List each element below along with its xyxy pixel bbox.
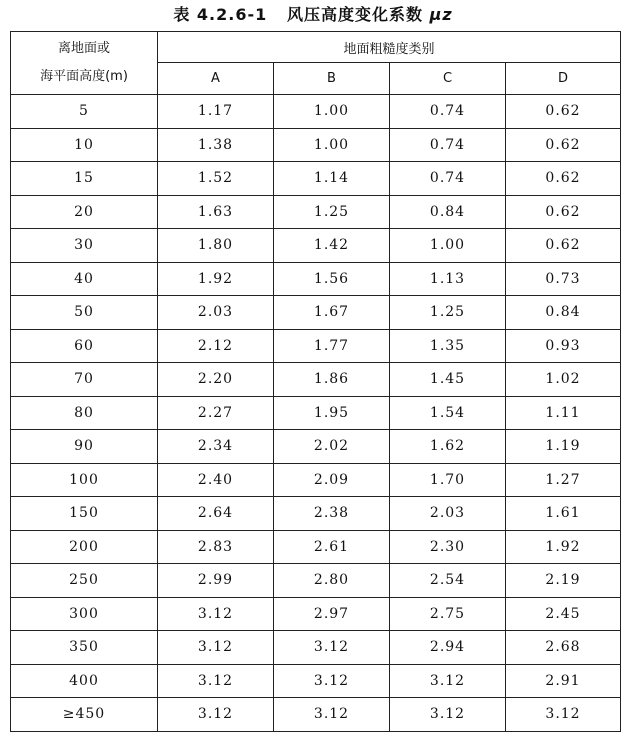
- coefficient-cell: 0.62: [506, 95, 621, 129]
- coefficient-cell: 1.17: [158, 95, 274, 129]
- coefficient-cell: 0.62: [506, 195, 621, 229]
- table-row: [11, 497, 621, 531]
- coefficient-symbol: μz: [429, 5, 453, 24]
- coefficient-cell: 1.80: [158, 229, 274, 263]
- coefficient-cell: 0.93: [506, 329, 621, 363]
- roughness-column-header: C: [390, 63, 506, 95]
- table-row: [11, 329, 621, 363]
- table-row: [11, 597, 621, 631]
- coefficient-cell: 2.80: [274, 564, 390, 598]
- coefficient-cell: 3.12: [274, 698, 390, 732]
- coefficient-cell: 1.02: [506, 363, 621, 397]
- coefficient-cell: 2.20: [158, 363, 274, 397]
- height-header-line1: 离地面或: [57, 41, 110, 56]
- coefficient-cell: 2.38: [274, 497, 390, 531]
- coefficient-cell: 2.64: [158, 497, 274, 531]
- coefficient-cell: 1.62: [390, 430, 506, 464]
- height-cell: 20: [11, 195, 158, 229]
- roughness-column-header: D: [506, 63, 621, 95]
- coefficient-cell: 0.73: [506, 262, 621, 296]
- coefficient-cell: 0.74: [390, 128, 506, 162]
- table-row: [11, 463, 621, 497]
- coefficient-cell: 1.27: [506, 463, 621, 497]
- coefficient-cell: 2.54: [390, 564, 506, 598]
- height-cell: 5: [11, 95, 158, 129]
- table-row: [11, 564, 621, 598]
- table-row: [11, 95, 621, 129]
- wind-pressure-height-coefficient-table: [10, 31, 621, 732]
- table-row: [11, 195, 621, 229]
- coefficient-cell: 2.27: [158, 396, 274, 430]
- coefficient-cell: 1.70: [390, 463, 506, 497]
- coefficient-cell: 1.92: [506, 530, 621, 564]
- height-cell: 350: [11, 631, 158, 665]
- coefficient-cell: 1.25: [390, 296, 506, 330]
- table-row: [11, 631, 621, 665]
- coefficient-cell: 2.03: [390, 497, 506, 531]
- height-cell: 400: [11, 664, 158, 698]
- roughness-group-header: 地面粗糙度类别: [158, 32, 621, 63]
- table-title: [0, 5, 626, 25]
- coefficient-cell: 0.62: [506, 162, 621, 196]
- coefficient-cell: 1.77: [274, 329, 390, 363]
- height-cell: 90: [11, 430, 158, 464]
- coefficient-cell: 3.12: [390, 664, 506, 698]
- coefficient-cell: 3.12: [506, 698, 621, 732]
- coefficient-cell: 2.75: [390, 597, 506, 631]
- coefficient-cell: 2.83: [158, 530, 274, 564]
- coefficient-cell: 2.30: [390, 530, 506, 564]
- coefficient-cell: 1.86: [274, 363, 390, 397]
- coefficient-cell: 2.94: [390, 631, 506, 665]
- height-header-line2: 海平面高度(m): [40, 69, 128, 84]
- coefficient-cell: 2.19: [506, 564, 621, 598]
- height-cell: 80: [11, 396, 158, 430]
- table-row: [11, 128, 621, 162]
- coefficient-cell: 2.09: [274, 463, 390, 497]
- table-body: [11, 95, 621, 732]
- coefficient-cell: 3.12: [274, 664, 390, 698]
- height-cell: 200: [11, 530, 158, 564]
- height-cell: 70: [11, 363, 158, 397]
- coefficient-cell: 1.19: [506, 430, 621, 464]
- table-row: [11, 698, 621, 732]
- table-row: [11, 296, 621, 330]
- coefficient-cell: 2.68: [506, 631, 621, 665]
- coefficient-cell: 0.62: [506, 229, 621, 263]
- coefficient-cell: 1.11: [506, 396, 621, 430]
- coefficient-cell: 2.12: [158, 329, 274, 363]
- coefficient-cell: 1.00: [390, 229, 506, 263]
- coefficient-cell: 3.12: [158, 597, 274, 631]
- height-cell: 50: [11, 296, 158, 330]
- coefficient-cell: 0.74: [390, 162, 506, 196]
- height-cell: 10: [11, 128, 158, 162]
- coefficient-cell: 1.14: [274, 162, 390, 196]
- table-row: [11, 363, 621, 397]
- coefficient-cell: 2.91: [506, 664, 621, 698]
- table-row: [11, 262, 621, 296]
- coefficient-cell: 2.03: [158, 296, 274, 330]
- height-cell: 15: [11, 162, 158, 196]
- coefficient-cell: 2.61: [274, 530, 390, 564]
- height-cell: 250: [11, 564, 158, 598]
- coefficient-cell: 1.52: [158, 162, 274, 196]
- roughness-column-header: B: [274, 63, 390, 95]
- coefficient-cell: 1.45: [390, 363, 506, 397]
- coefficient-cell: 2.34: [158, 430, 274, 464]
- height-cell: 30: [11, 229, 158, 263]
- coefficient-cell: 0.84: [390, 195, 506, 229]
- coefficient-cell: 2.40: [158, 463, 274, 497]
- coefficient-cell: 2.99: [158, 564, 274, 598]
- table-row: [11, 530, 621, 564]
- coefficient-cell: 0.74: [390, 95, 506, 129]
- height-cell: ≥450: [11, 698, 158, 732]
- table-caption: 风压高度变化系数: [286, 5, 423, 24]
- height-cell: 300: [11, 597, 158, 631]
- coefficient-cell: 1.35: [390, 329, 506, 363]
- coefficient-cell: 2.02: [274, 430, 390, 464]
- coefficient-cell: 3.12: [390, 698, 506, 732]
- coefficient-cell: 3.12: [158, 698, 274, 732]
- coefficient-cell: 3.12: [158, 631, 274, 665]
- height-cell: 60: [11, 329, 158, 363]
- table-row: [11, 162, 621, 196]
- coefficient-cell: 1.00: [274, 95, 390, 129]
- table-row: [11, 396, 621, 430]
- coefficient-cell: 1.63: [158, 195, 274, 229]
- coefficient-cell: 2.45: [506, 597, 621, 631]
- coefficient-cell: 1.13: [390, 262, 506, 296]
- table-row: [11, 229, 621, 263]
- roughness-column-header: A: [158, 63, 274, 95]
- coefficient-cell: 1.56: [274, 262, 390, 296]
- coefficient-cell: 1.25: [274, 195, 390, 229]
- coefficient-cell: 1.54: [390, 396, 506, 430]
- height-cell: 40: [11, 262, 158, 296]
- coefficient-cell: 1.00: [274, 128, 390, 162]
- height-cell: 100: [11, 463, 158, 497]
- coefficient-cell: 1.38: [158, 128, 274, 162]
- coefficient-cell: 0.84: [506, 296, 621, 330]
- coefficient-cell: 3.12: [274, 631, 390, 665]
- table-row: [11, 664, 621, 698]
- coefficient-cell: 3.12: [158, 664, 274, 698]
- coefficient-cell: 0.62: [506, 128, 621, 162]
- height-cell: 150: [11, 497, 158, 531]
- table-number: 表 4.2.6-1: [173, 5, 268, 24]
- coefficient-cell: 1.67: [274, 296, 390, 330]
- coefficient-cell: 1.95: [274, 396, 390, 430]
- coefficient-cell: 1.92: [158, 262, 274, 296]
- coefficient-cell: 1.61: [506, 497, 621, 531]
- height-column-header: [11, 32, 158, 95]
- table-row: [11, 430, 621, 464]
- coefficient-cell: 1.42: [274, 229, 390, 263]
- coefficient-cell: 2.97: [274, 597, 390, 631]
